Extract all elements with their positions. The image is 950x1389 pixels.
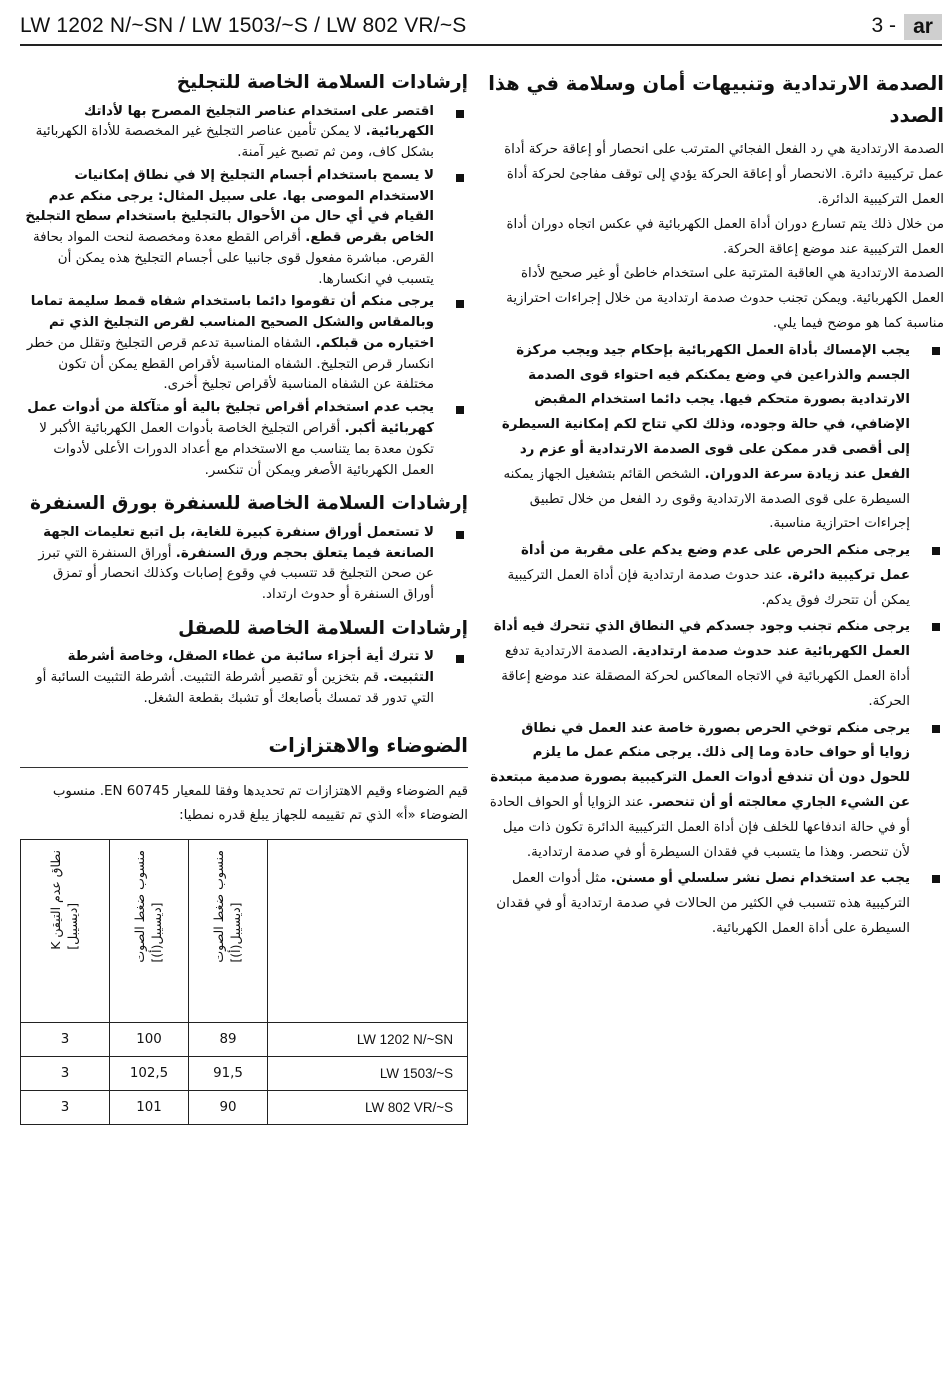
noise-rule xyxy=(20,767,468,768)
bullet-icon xyxy=(932,623,940,631)
table-cell: 91,5 xyxy=(189,1057,268,1091)
kickback-title: الصدمة الارتدادية وتنبيهات أمان وسلامة في هذا الصدد xyxy=(488,72,944,128)
list-item: يرجى منكم أن تقوموا دائما باستخدام شفاه قمط سليمة تماما وبالمقاس والشكل الصحيح المناسب لقرص التجليخ الذي تم اختياره من قبلكم. الشفاه المناسبة تدعم قرص التجليخ وتقلل من خطر انكسار قرص التجليخ. الشفاه المناسبة لأقراص القطع يمكن أن تكون مختلفة عن الشفاه المناسبة لأقراص تجليخ أخرى. xyxy=(20,292,468,396)
column-header: نطاق عدم التيقن K [ديسيبل] xyxy=(21,840,110,1023)
polishing-list xyxy=(20,647,468,709)
table-cell: 89 xyxy=(189,1023,268,1057)
table-cell: 100 xyxy=(110,1023,189,1057)
bullet-icon xyxy=(456,406,464,414)
list-item: لا يسمح باستخدام أجسام التجليخ إلا في نطاق إمكانيات الاستخدام الموصى بها. على سبيل المثال: يرجى منكم عدم القيام في أي حال من الأحوال بالتجليخ باستخدام سطح التجليخ الخاص بقرص قطع. أقراص القطع معدة ومخصصة لنحت المواد بحافة القرص. مباشرة مفعول قوى جانبيا على أجسام التجليخ هذه يمكن أن يتسبب في انكسارها. xyxy=(20,166,468,291)
list-item: يجب عد استخدام نصل نشر سلسلي أو مسنن. مثل أدوات العمل التركيبية هذه تتسبب في الكثير من الحالات في صدمة ارتدادية أو في فقدان السيطرة على أداة العمل الكهربائية. xyxy=(488,867,944,941)
noise-paragraph: قيم الضوضاء وقيم الاهتزازات تم تحديدها وفقا للمعيار EN 60745. منسوب الضوضاء «أ» الذي تم تقييمه للجهاز يبلغ قدره نمطيا: xyxy=(52,783,468,824)
bullet-icon xyxy=(932,547,940,555)
table-cell: LW 1202 N/~SN xyxy=(268,1023,468,1057)
table-cell: LW 802 VR/~S xyxy=(268,1091,468,1125)
table-cell: 3 xyxy=(21,1023,110,1057)
bullet-icon xyxy=(456,655,464,663)
kickback-list xyxy=(488,339,944,942)
list-item: لا تستعمل أوراق سنفرة كبيرة للغاية، بل اتبع تعليمات الجهة الصانعة فيما يتعلق بحجم ورق السنفرة. أوراق السنفرة التي تبرز عن صحن التجليخ قد تتسبب في وقوع إصابات وكذلك انحصار أو تمزق أوراق السنفرة أو حدوث ارتداد. xyxy=(20,523,468,606)
header-rule xyxy=(20,44,942,46)
bullet-icon xyxy=(456,174,464,182)
kickback-para-3: الصدمة الارتدادية هي العاقبة المترتبة على استخدام خاطئ أو غير صحيح لأداة العمل الكهربائية. ويمكن تجنب حدوث صدمة ارتدادية من خلال إجراءات احترازية مناسبة كما هو موضح فيما يلي. xyxy=(506,266,944,331)
list-item: يرجى منكم توخي الحرص بصورة خاصة عند العمل في نطاق زوايا أو حواف حادة وما إلى ذلك. يرجى منكم عمل ما يلزم للحول دون أن تندفع أدوات العمل التركيبية بصورة صدمية مبتعدة عن الشيء الجاري معالجته أو أن تنحصر. عند الزوايا أو الحواف الحادة أو في حالة اندفاعها للخلف فإن أداة العمل التركيبية الدائرة تكون ذات ميل لأن تنحصر. وهذا ما يتسبب في فقدان السيطرة أو في صدمة ارتدادية. xyxy=(488,717,944,866)
table-cell: 102,5 xyxy=(110,1057,189,1091)
bullet-icon xyxy=(932,875,940,883)
bullet-icon xyxy=(456,531,464,539)
bullet-icon xyxy=(456,110,464,118)
noise-table xyxy=(20,839,468,1125)
page-header xyxy=(20,8,942,42)
list-item: يجب عدم استخدام أقراص تجليخ بالية أو متآكلة من أدوات عمل كهربائية أكبر. أقراص التجليخ الخاصة بأدوات العمل الكهربائية الأكبر لا تكون معدة بما يتناسب مع الاستخدام مع أعداد الدورات الأعلى لأدوات العمل الكهربائية الأصغر ويمكن أن تنكسر. xyxy=(20,398,468,481)
list-item: يرجى منكم الحرص على عدم وضع يدكم على مقربة من أداة عمل تركيبية دائرة. عند حدوث صدمة ارتدادية فإن أداة العمل التركيبية يمكن أن تتحرك فوق يدكم. xyxy=(488,539,944,613)
language-badge: ar xyxy=(904,14,942,40)
column-header: منسوب ضغط الصوت [ديسيبل(أ)] xyxy=(189,840,268,1023)
noise-title: الضوضاء والاهتزازات xyxy=(268,733,468,757)
list-item: يرجى منكم تجنب وجود جسدكم في النطاق الذي تتحرك فيه أداة العمل الكهربائية عند حدوث صدمة ارتدادية. الصدمة الارتدادية تدفع أداة العمل الكهربائية في الاتجاه المعاكس لحركة المصقلة عند موضع إعاقة الحركة. xyxy=(488,615,944,714)
model-list: LW 1202 N/~SN / LW 1503/~S / LW 802 VR/~S xyxy=(20,14,467,37)
table-row xyxy=(21,1023,468,1057)
kickback-para-1: الصدمة الارتدادية هي رد الفعل الفجائي المترتب على انحصار أو إعاقة حركة أداة عمل تركيبية دائرة. الانحصار أو إعاقة الحركة يؤدي إلى توقف مفاجئ لحركة أداة العمل التركيبية الدائرة. xyxy=(504,142,944,207)
list-item: اقتصر على استخدام عناصر التجليخ المصرح بها لأداتك الكهربائية. لا يمكن تأمين عناصر التجليخ غير المخصصة للأداة الكهربائية بشكل كاف، ومن ثم تصبح غير آمنة. xyxy=(20,102,468,164)
bullet-icon xyxy=(456,300,464,308)
bullet-icon xyxy=(932,725,940,733)
polishing-title: إرشادات السلامة الخاصة للصقل xyxy=(178,617,468,639)
table-cell: 101 xyxy=(110,1091,189,1125)
table-header-row xyxy=(21,840,468,1023)
table-cell: 3 xyxy=(21,1091,110,1125)
table-cell: LW 1503/~S xyxy=(268,1057,468,1091)
list-item: يجب الإمساك بأداة العمل الكهربائية بإحكام جيد ويجب مركزة الجسم والذراعين في وضع يمكنكم فيه احتواء قوى الصدمة الارتدادية بصورة متحكم فيها. يجب دائما استخدام المقبض الإضافي، في حالة وجوده، وذلك لكي تتاح لكم إمكانية السيطرة إلى أقصى قدر ممكن على قوى الصدمة الارتدادية أو عزم رد الفعل عند زيادة سرعة الدوران. الشخص القائم بتشغيل الجهاز يمكنه السيطرة على قوى الصدمة الارتدادية وقوى رد الفعل من خلال تطبيق إجراءات احترازية مناسبة. xyxy=(488,339,944,537)
column-header xyxy=(268,840,468,1023)
bullet-icon xyxy=(932,347,940,355)
sanding-title: إرشادات السلامة الخاصة للسنفرة بورق السنفرة xyxy=(29,493,468,515)
grinding-list xyxy=(20,102,468,482)
right-column xyxy=(488,68,944,944)
kickback-para-2: من خلال ذلك يتم تسارع دوران أداة العمل الكهربائية في عكس اتجاه دوران أداة العمل التركيبية عند موضع إعاقة الحركة. xyxy=(506,216,944,257)
sanding-list xyxy=(20,523,468,606)
table-cell: 3 xyxy=(21,1057,110,1091)
list-item: لا تترك أية أجزاء سائبة من غطاء الصقل، وخاصة أشرطة التثبيت. قم بتخزين أو تقصير أشرطة التثبيت. أشرطة التثبيت السائبة أو التي تدور قد تمسك بأصابعك أو تشبك بقطعة الشغل. xyxy=(20,647,468,709)
table-row xyxy=(21,1057,468,1091)
column-header: منسوب ضغط الصوت [ديسيبل(أ)] xyxy=(110,840,189,1023)
page-number: 3 - xyxy=(871,14,896,37)
grinding-title: إرشادات السلامة الخاصة للتجليخ xyxy=(176,72,468,93)
table-cell: 90 xyxy=(189,1091,268,1125)
left-column xyxy=(20,68,468,1125)
table-row xyxy=(21,1091,468,1125)
